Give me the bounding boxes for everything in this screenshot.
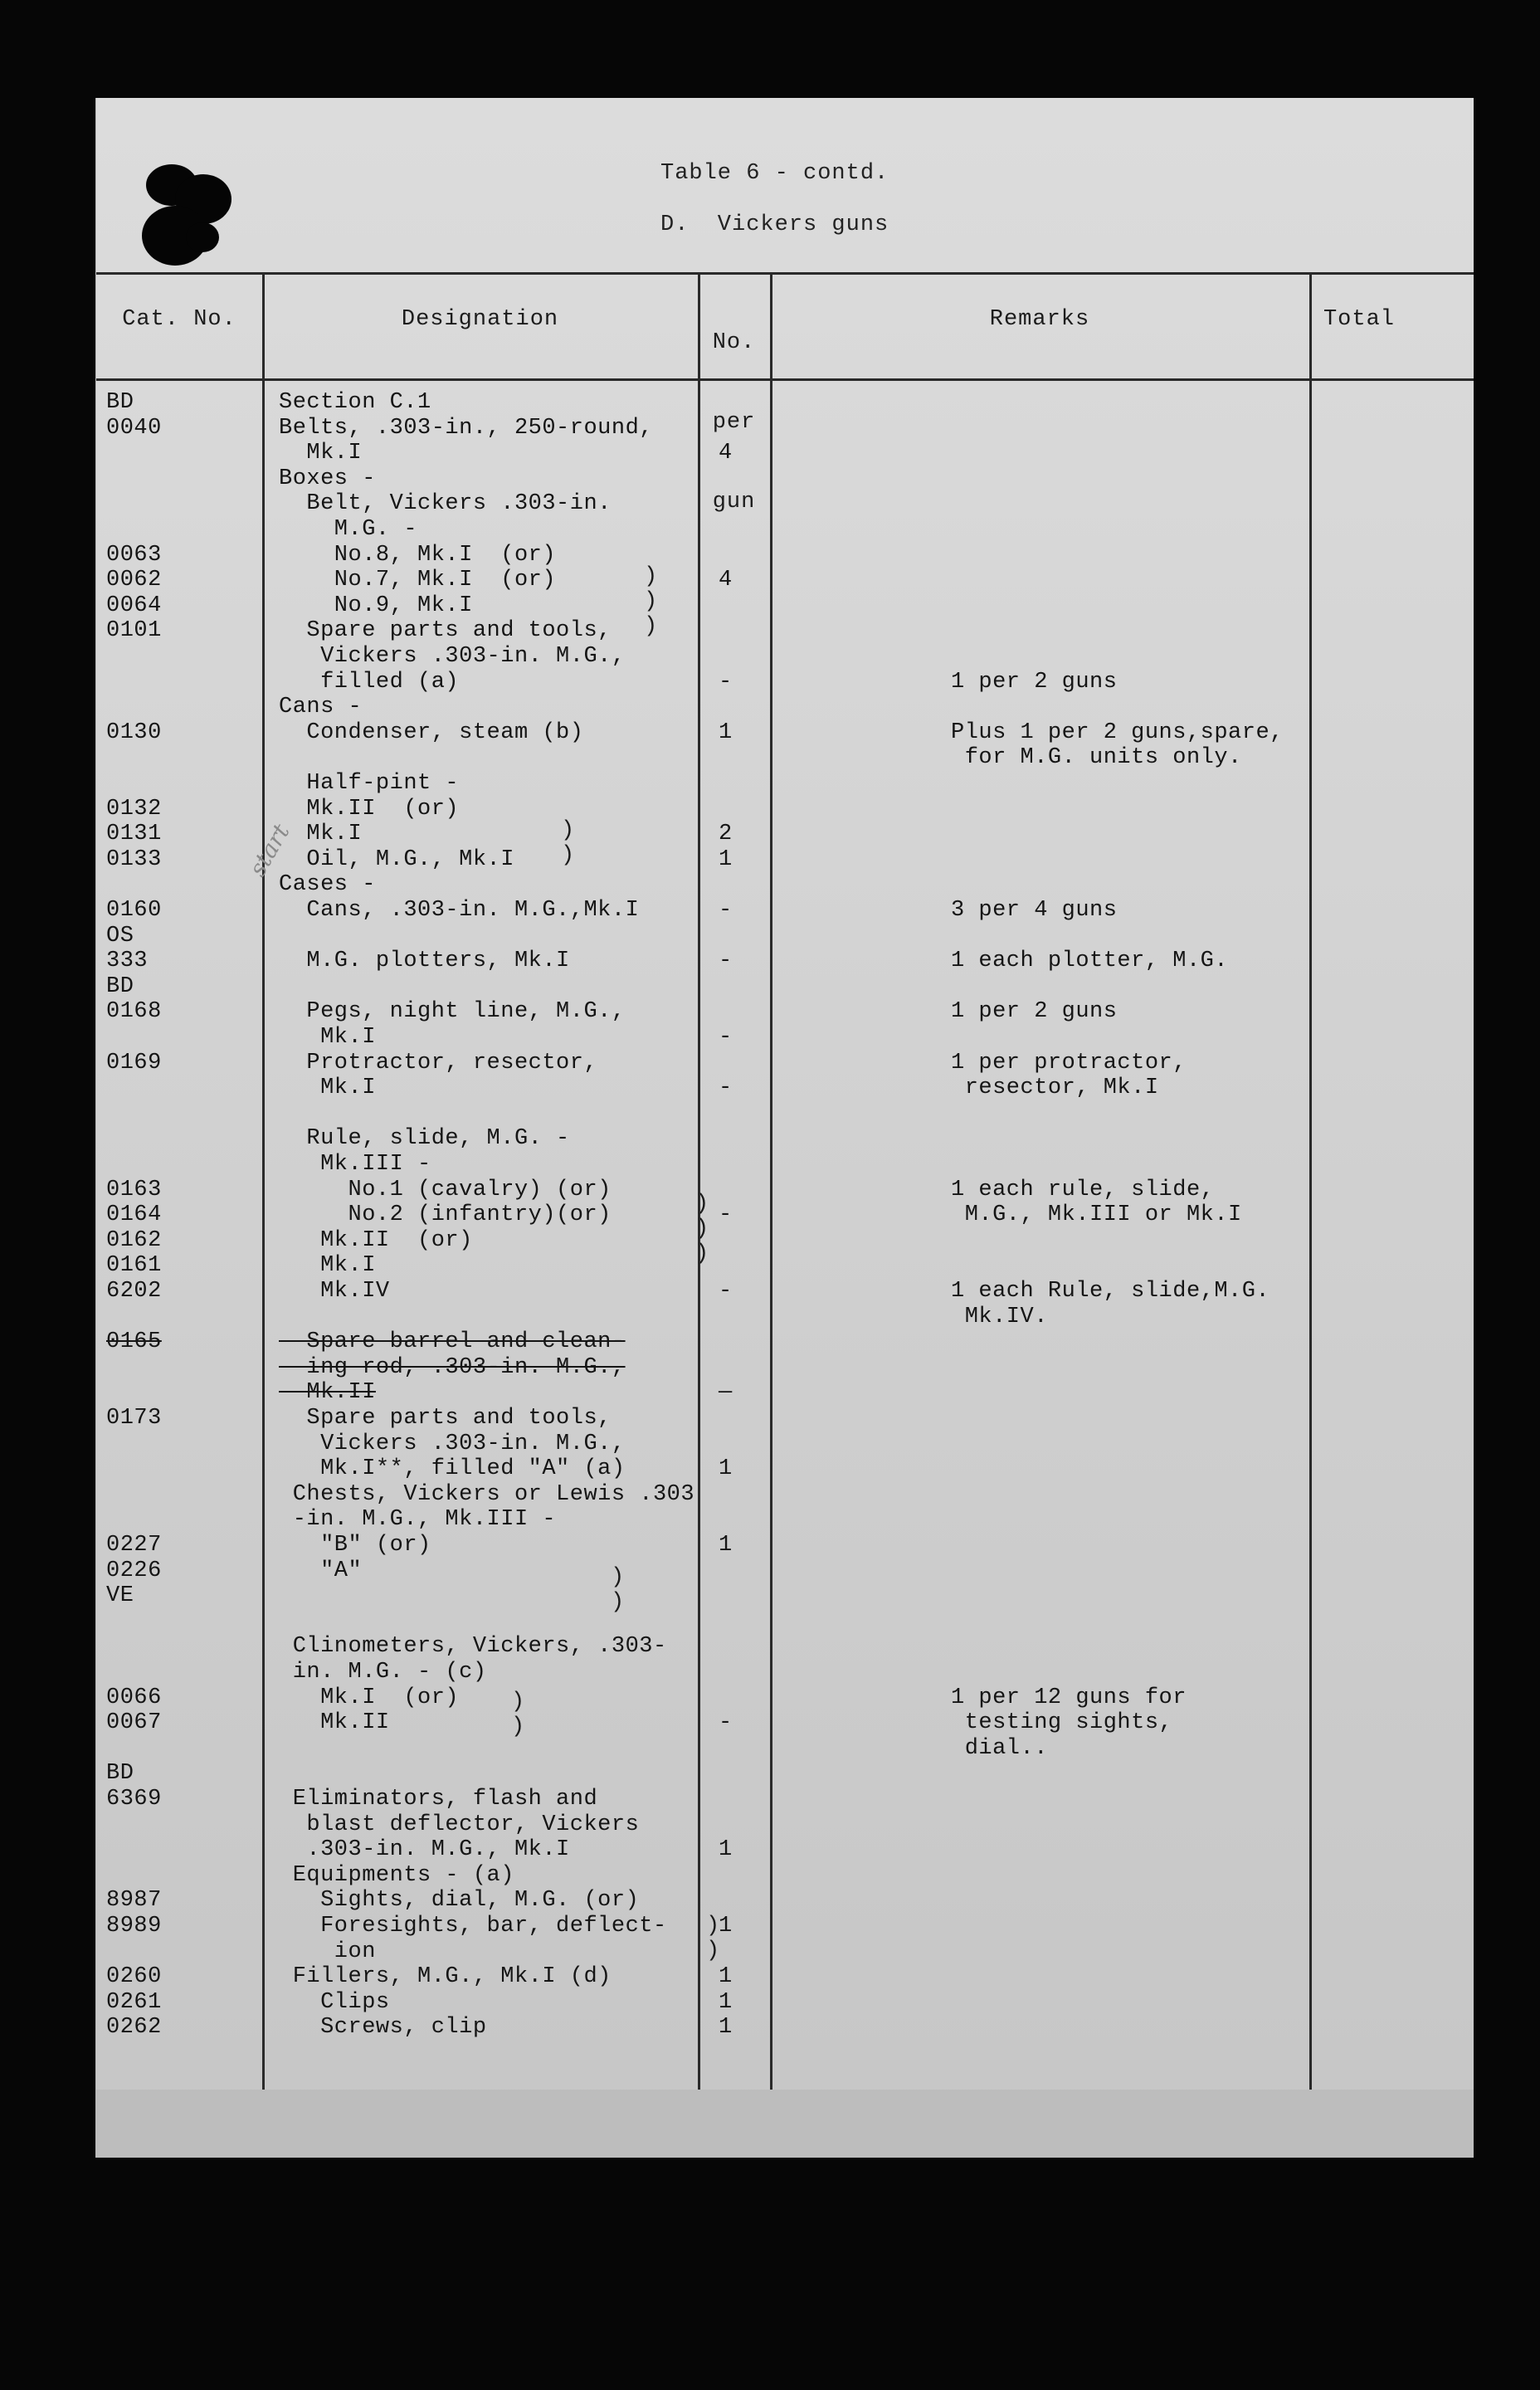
- bracket-mark: ): [644, 614, 658, 639]
- qty-cell: 4: [719, 441, 733, 466]
- designation-cell: Spare parts and tools,: [279, 618, 612, 644]
- cat-no-cell: VE: [106, 1583, 134, 1609]
- remarks-cell: 1 per protractor,: [951, 1050, 1187, 1076]
- column-header-gun: gun: [712, 490, 756, 515]
- designation-cell: Cans -: [279, 695, 363, 720]
- designation-cell: Chests, Vickers or Lewis .303: [279, 1481, 695, 1507]
- designation-cell: Section C.1: [279, 390, 431, 415]
- header-bottom-rule: [96, 378, 1474, 381]
- designation-cell: -in. M.G., Mk.III -: [279, 1507, 557, 1533]
- designation-cell: M.G. plotters, Mk.I: [279, 949, 570, 974]
- cat-no-cell: 0227: [106, 1533, 162, 1558]
- designation-cell: "A": [279, 1558, 363, 1583]
- qty-cell: 1: [719, 1533, 733, 1558]
- section-title: D. Vickers guns: [660, 212, 889, 237]
- designation-cell: M.G. -: [279, 517, 418, 542]
- remarks-cell: 1 per 12 guns for: [951, 1685, 1187, 1710]
- document-sheet: [95, 98, 1474, 2158]
- designation-cell: ing rod, .303-in. M.G.,: [279, 1354, 626, 1380]
- bracket-mark: ): [511, 1690, 525, 1714]
- remarks-cell: 1 per 2 guns: [951, 999, 1118, 1025]
- cat-no-cell: 0064: [106, 593, 162, 618]
- designation-cell: Condenser, steam (b): [279, 719, 584, 745]
- table-top-rule: [96, 272, 1474, 275]
- cat-no-cell: 0130: [106, 719, 162, 745]
- cat-no-cell: BD: [106, 1761, 134, 1787]
- cat-no-cell: 8987: [106, 1888, 162, 1914]
- bracket-mark: ): [695, 1241, 709, 1266]
- designation-cell: Mk.I: [279, 1253, 376, 1279]
- designation-cell: Mk.I (or): [279, 1685, 460, 1710]
- qty-cell: -: [719, 949, 733, 974]
- designation-cell: Eliminators, flash and: [279, 1787, 598, 1812]
- designation-cell: "B" (or): [279, 1533, 431, 1558]
- qty-cell: 1: [719, 2015, 733, 2041]
- cat-no-cell: 8989: [106, 1914, 162, 1939]
- designation-cell: No.2 (infantry)(or): [279, 1202, 612, 1228]
- column-divider: [770, 272, 772, 2090]
- pencil-annotation: start: [243, 819, 295, 881]
- designation-cell: Mk.II: [279, 1710, 390, 1736]
- cat-no-cell: 0132: [106, 796, 162, 822]
- qty-cell: 1: [719, 846, 733, 872]
- cat-no-cell: 0160: [106, 898, 162, 923]
- column-divider: [262, 272, 265, 2090]
- designation-cell: Mk.IV: [279, 1279, 390, 1304]
- qty-cell: 1: [719, 1989, 733, 2015]
- designation-cell: Fillers, M.G., Mk.I (d): [279, 1964, 612, 1990]
- cat-no-cell: 0260: [106, 1964, 162, 1990]
- cat-no-cell: BD: [106, 973, 134, 999]
- remarks-cell: M.G., Mk.III or Mk.I: [951, 1202, 1242, 1228]
- designation-cell: in. M.G. - (c): [279, 1660, 487, 1685]
- cat-no-cell: 0168: [106, 999, 162, 1025]
- cat-no-cell: 0164: [106, 1202, 162, 1228]
- designation-cell: Cans, .303-in. M.G.,Mk.I: [279, 898, 640, 923]
- designation-cell: Vickers .303-in. M.G.,: [279, 644, 626, 669]
- cat-no-cell: 0169: [106, 1050, 162, 1076]
- column-header-per: per: [712, 410, 756, 435]
- designation-cell: Cases -: [279, 872, 376, 898]
- designation-cell: Equipments - (a): [279, 1862, 514, 1888]
- qty-cell: -: [719, 1279, 733, 1304]
- remarks-cell: resector, Mk.I: [951, 1076, 1159, 1101]
- designation-cell: Mk.I: [279, 441, 363, 466]
- designation-cell: filled (a): [279, 669, 460, 695]
- bracket-mark: ): [644, 589, 658, 614]
- qty-cell: -: [719, 1025, 733, 1050]
- bracket-mark: ): [644, 564, 658, 589]
- cat-no-cell: 0161: [106, 1253, 162, 1279]
- qty-cell: 1: [719, 1964, 733, 1990]
- designation-cell: Clinometers, Vickers, .303-: [279, 1634, 667, 1660]
- designation-cell: Sights, dial, M.G. (or): [279, 1888, 640, 1914]
- remarks-cell: Plus 1 per 2 guns,spare,: [951, 719, 1284, 745]
- designation-cell: Mk.I: [279, 822, 363, 847]
- bracket-mark: ): [706, 1914, 720, 1939]
- cat-no-cell: 333: [106, 949, 149, 974]
- remarks-cell: dial..: [951, 1735, 1048, 1761]
- designation-cell: .303-in. M.G., Mk.I: [279, 1837, 570, 1863]
- designation-cell: Mk.II (or): [279, 796, 460, 822]
- cat-no-cell: 0261: [106, 1989, 162, 2015]
- remarks-cell: 1 each plotter, M.G.: [951, 949, 1229, 974]
- cat-no-cell: 0173: [106, 1406, 162, 1431]
- cat-no-cell: 6202: [106, 1279, 162, 1304]
- designation-cell: Clips: [279, 1989, 390, 2015]
- designation-cell: Protractor, resector,: [279, 1050, 598, 1076]
- remarks-cell: testing sights,: [951, 1710, 1173, 1736]
- cat-no-cell: 0063: [106, 542, 162, 568]
- cat-no-cell: 0131: [106, 822, 162, 847]
- bracket-mark: ): [695, 1192, 709, 1217]
- cat-no-cell: BD: [106, 390, 134, 415]
- cat-no-cell: 0165: [106, 1329, 162, 1355]
- column-divider: [1309, 272, 1312, 2090]
- designation-cell: ion: [279, 1939, 376, 1964]
- designation-cell: Mk.II (or): [279, 1227, 473, 1253]
- qty-cell: 1: [719, 719, 733, 745]
- remarks-cell: 1 each rule, slide,: [951, 1177, 1215, 1202]
- qty-cell: -: [719, 1202, 733, 1228]
- bracket-mark: ): [695, 1217, 709, 1241]
- qty-cell: -: [719, 1076, 733, 1101]
- designation-cell: Screws, clip: [279, 2015, 487, 2041]
- designation-cell: Belts, .303-in., 250-round,: [279, 415, 653, 441]
- designation-cell: Vickers .303-in. M.G.,: [279, 1431, 626, 1456]
- column-header-designation: Designation: [401, 307, 559, 332]
- designation-cell: Mk.I**, filled "A" (a): [279, 1456, 626, 1482]
- designation-cell: No.1 (cavalry) (or): [279, 1177, 612, 1202]
- bracket-mark: ): [611, 1590, 625, 1615]
- designation-cell: Half-pint -: [279, 771, 460, 796]
- designation-cell: No.9, Mk.I: [279, 593, 473, 618]
- remarks-cell: for M.G. units only.: [951, 745, 1242, 771]
- designation-cell: No.7, Mk.I (or): [279, 568, 557, 593]
- cat-no-cell: 6369: [106, 1787, 162, 1812]
- cat-no-cell: 0101: [106, 618, 162, 644]
- designation-cell: blast deflector, Vickers: [279, 1812, 640, 1837]
- column-header-total: Total: [1323, 307, 1395, 332]
- column-header-no: No.: [712, 330, 756, 355]
- designation-cell: Oil, M.G., Mk.I: [279, 846, 514, 872]
- qty-cell: 1: [719, 1456, 733, 1482]
- designation-cell: Mk.III -: [279, 1152, 431, 1177]
- qty-cell: 4: [719, 568, 733, 593]
- remarks-cell: 3 per 4 guns: [951, 898, 1118, 923]
- designation-cell: Boxes -: [279, 466, 376, 491]
- qty-cell: 1: [719, 1837, 733, 1863]
- cat-no-cell: 0262: [106, 2015, 162, 2041]
- column-header-remarks: Remarks: [989, 307, 1090, 332]
- cat-no-cell: 0066: [106, 1685, 162, 1710]
- bracket-mark: ): [561, 818, 575, 843]
- qty-cell: 2: [719, 822, 733, 847]
- cat-no-cell: 0040: [106, 415, 162, 441]
- remarks-cell: Mk.IV.: [951, 1304, 1048, 1329]
- qty-cell: -: [719, 669, 733, 695]
- cat-no-cell: OS: [106, 923, 134, 949]
- bracket-mark: ): [561, 843, 575, 868]
- designation-cell: Spare parts and tools,: [279, 1406, 612, 1431]
- designation-cell: Belt, Vickers .303-in.: [279, 491, 612, 517]
- cat-no-cell: 0067: [106, 1710, 162, 1736]
- remarks-cell: 1 each Rule, slide,M.G.: [951, 1279, 1270, 1304]
- designation-cell: Mk.II: [279, 1380, 376, 1406]
- qty-cell: —: [719, 1380, 733, 1406]
- designation-cell: No.8, Mk.I (or): [279, 542, 557, 568]
- bracket-mark: ): [511, 1714, 525, 1739]
- designation-cell: Spare barrel and clean-: [279, 1329, 626, 1355]
- designation-cell: Mk.I: [279, 1025, 376, 1050]
- cat-no-cell: 0133: [106, 846, 162, 872]
- remarks-cell: 1 per 2 guns: [951, 669, 1118, 695]
- table-footer-band: [96, 2090, 1474, 2158]
- designation-cell: Rule, slide, M.G. -: [279, 1126, 570, 1152]
- cat-no-cell: 0163: [106, 1177, 162, 1202]
- designation-cell: Foresights, bar, deflect-: [279, 1914, 667, 1939]
- ink-blot: [186, 222, 219, 252]
- cat-no-cell: 0226: [106, 1558, 162, 1583]
- column-header-no-per-gun: [698, 276, 770, 568]
- qty-cell: 1: [719, 1914, 733, 1939]
- column-header-cat-no: Cat. No.: [122, 307, 236, 332]
- bracket-mark: ): [706, 1939, 720, 1963]
- table-title: Table 6 - contd.: [660, 161, 889, 186]
- qty-cell: -: [719, 1710, 733, 1736]
- qty-cell: -: [719, 898, 733, 923]
- designation-cell: Mk.I: [279, 1076, 376, 1101]
- cat-no-cell: 0162: [106, 1227, 162, 1253]
- bracket-mark: ): [611, 1565, 625, 1590]
- designation-cell: Pegs, night line, M.G.,: [279, 999, 626, 1025]
- cat-no-cell: 0062: [106, 568, 162, 593]
